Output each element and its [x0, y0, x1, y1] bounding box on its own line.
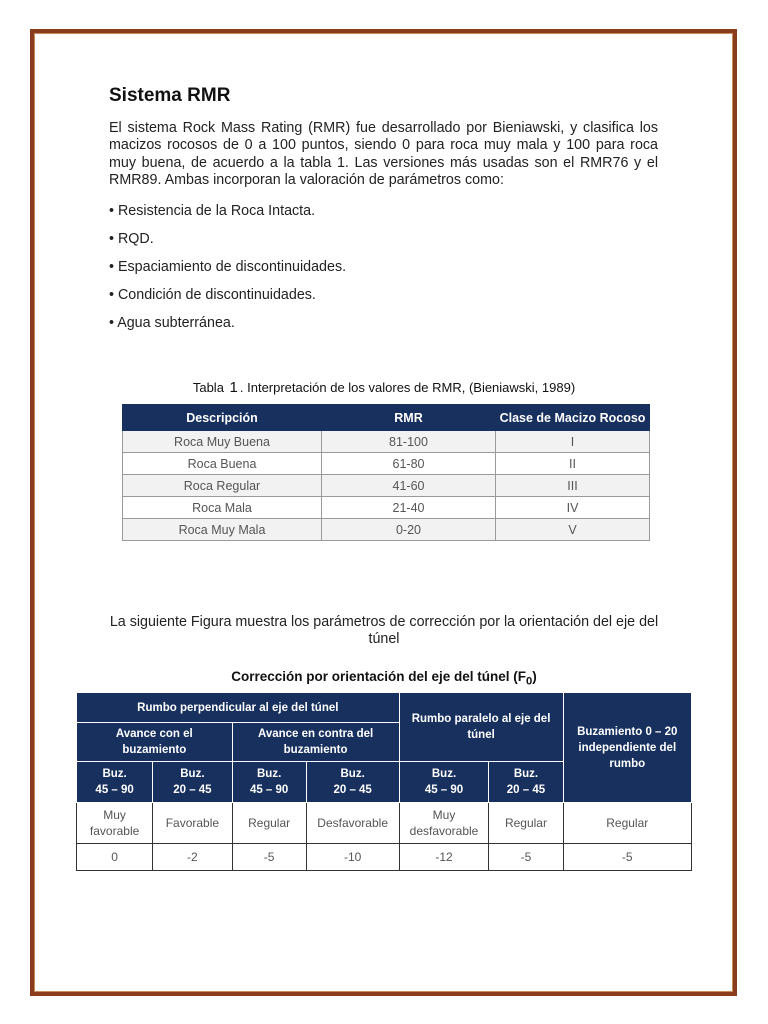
- rating-cell: Regular: [489, 803, 563, 844]
- header-avance-contra-buzamiento: [232, 723, 399, 762]
- table-header-row: [77, 693, 692, 723]
- header-text-line: 45 – 90: [424, 784, 464, 796]
- column-header-description: Descripción: [123, 405, 322, 431]
- header-buzamiento-0-20: Buzamiento 0 – 20 independiente del rumbo: [563, 693, 691, 803]
- rating-cell: Muy favorable: [77, 803, 153, 844]
- table-cell: Roca Muy Buena: [123, 431, 322, 453]
- table2-caption: [0, 669, 768, 688]
- page-title: Sistema RMR: [109, 85, 231, 106]
- rmr-interpretation-table: [122, 404, 650, 541]
- table-cell: Roca Regular: [123, 475, 322, 497]
- rating-cell: Regular: [232, 803, 306, 844]
- table-cell: 41-60: [322, 475, 496, 497]
- table-cell: V: [496, 519, 650, 541]
- list-item: • Resistencia de la Roca Intacta.: [109, 203, 316, 219]
- rating-cell: Regular: [563, 803, 691, 844]
- column-header-class: Clase de Macizo Rocoso: [496, 405, 650, 431]
- value-cell: -5: [563, 844, 691, 871]
- header-rumbo-paralelo: Rumbo paralelo al eje del túnel: [399, 693, 563, 762]
- header-text-line: 45 – 90: [95, 784, 134, 796]
- value-cell: -12: [399, 844, 489, 871]
- value-cell: -5: [489, 844, 563, 871]
- intro-paragraph: El sistema Rock Mass Rating (RMR) fue desarrollado por Bieniawski, y clasifica los macizos rocosos de 0 a 100 puntos, siendo 0 para roca muy mala y 100 para roca muy buena, de acuerdo a la tabla 1. Las versiones más usadas son el RMR76 y el RMR89. Ambas incorporan la valoración de parámetros como:: [109, 120, 658, 188]
- table-row: [123, 453, 650, 475]
- rating-cell: Favorable: [153, 803, 232, 844]
- header-text-line: buzamiento: [283, 744, 348, 756]
- table-cell: IV: [496, 497, 650, 519]
- table-cell: 0-20: [322, 519, 496, 541]
- parameter-list: [109, 201, 346, 341]
- header-text-line: Buz.: [256, 768, 282, 780]
- table-row: [77, 844, 692, 871]
- header-buz-20-45: [489, 762, 563, 803]
- table1-caption-text: . Interpretación de los valores de RMR, (Bieniawski, 1989): [239, 380, 576, 395]
- header-buz-45-90: [77, 762, 153, 803]
- list-item: • Espaciamiento de discontinuidades.: [109, 259, 347, 275]
- orientation-correction-table: [76, 692, 692, 871]
- table1-caption-prefix: Tabla: [192, 380, 224, 395]
- value-cell: 0: [77, 844, 153, 871]
- table-cell: 21-40: [322, 497, 496, 519]
- table1-caption: [0, 379, 768, 396]
- table1-caption-number: 1: [229, 379, 238, 396]
- table2-caption-text: Corrección por orientación del eje del túnel (F: [231, 669, 527, 684]
- header-text-line: Buz.: [102, 768, 127, 780]
- list-item: • Agua subterránea.: [109, 315, 235, 331]
- table-cell: 81-100: [322, 431, 496, 453]
- table-cell: Roca Mala: [123, 497, 322, 519]
- header-buz-20-45: [153, 762, 232, 803]
- header-text-line: 20 – 45: [173, 784, 212, 796]
- table-cell: Roca Buena: [123, 453, 322, 475]
- figure-intro-paragraph: La siguiente Figura muestra los parámetros de corrección por la orientación del eje del túnel: [109, 614, 659, 647]
- header-text-line: 45 – 90: [249, 784, 289, 796]
- header-buz-45-90: [399, 762, 489, 803]
- header-text-line: Buz.: [340, 768, 365, 780]
- header-buz-20-45: [306, 762, 399, 803]
- value-cell: -10: [306, 844, 399, 871]
- table-cell: III: [496, 475, 650, 497]
- value-cell: -5: [232, 844, 306, 871]
- header-text-line: 20 – 45: [506, 784, 546, 796]
- table-cell: 61-80: [322, 453, 496, 475]
- list-item: • Condición de discontinuidades.: [109, 287, 316, 303]
- header-text-line: Avance en contra del: [257, 728, 374, 740]
- header-text-line: buzamiento: [122, 744, 187, 756]
- table-header-row: [123, 405, 650, 431]
- table-cell: I: [496, 431, 650, 453]
- list-item: • RQD.: [109, 231, 154, 247]
- header-avance-con-buzamiento: [77, 723, 233, 762]
- header-text-line: Buz.: [431, 768, 457, 780]
- table2-caption-subscript: 0: [526, 675, 533, 688]
- table-row: [123, 497, 650, 519]
- rating-cell: Desfavorable: [306, 803, 399, 844]
- table-row: [123, 519, 650, 541]
- header-text-line: 20 – 45: [333, 784, 372, 796]
- value-cell: -2: [153, 844, 232, 871]
- header-text-line: Avance con el: [115, 728, 193, 740]
- header-text-line: Buz.: [180, 768, 205, 780]
- table-row: [123, 475, 650, 497]
- header-buz-45-90: [232, 762, 306, 803]
- table-cell: II: [496, 453, 650, 475]
- rating-cell: Muy desfavorable: [399, 803, 489, 844]
- table-row: [77, 803, 692, 844]
- table-cell: Roca Muy Mala: [123, 519, 322, 541]
- header-text-line: Buz.: [513, 768, 539, 780]
- table-row: [123, 431, 650, 453]
- column-header-rmr: RMR: [322, 405, 496, 431]
- header-rumbo-perpendicular: Rumbo perpendicular al eje del túnel: [77, 693, 400, 723]
- table2-caption-end: ): [532, 669, 537, 684]
